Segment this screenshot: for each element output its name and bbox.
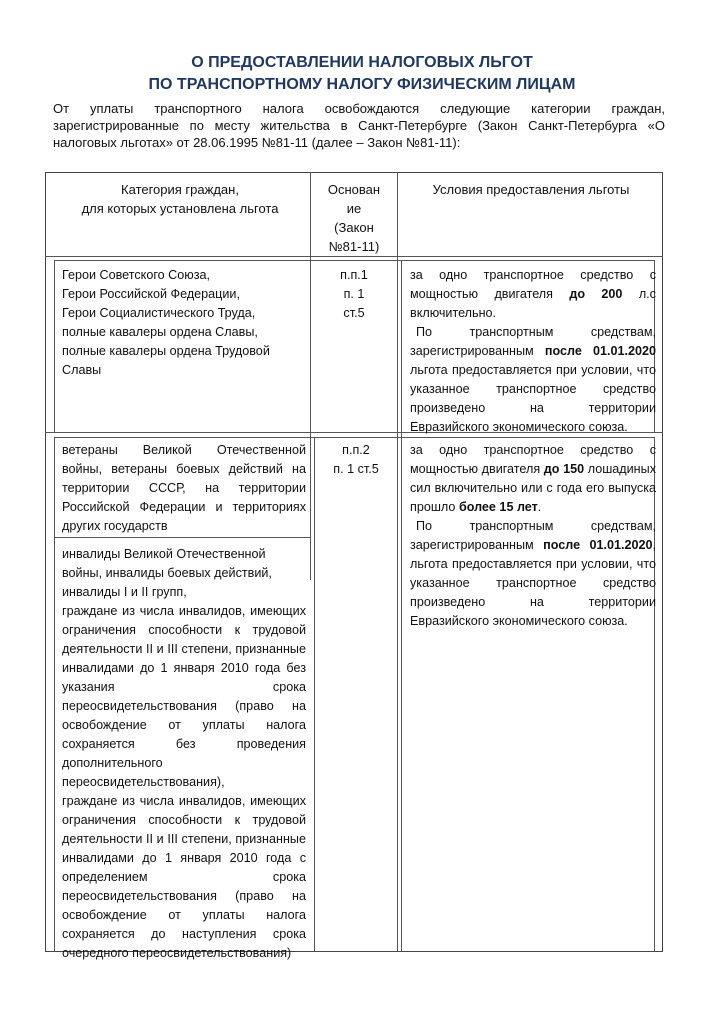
column-divider-1-upper (310, 172, 311, 580)
row1-basis: п.п.1 п. 1 ст.5 (340, 268, 368, 320)
row2-top-line (54, 437, 654, 438)
intro-line1: От уплаты транспортного налога освобождаются следующие категории граждан, (53, 101, 665, 116)
header-bottom-line (45, 256, 663, 257)
row2-basis: п.п.2 п. 1 ст.5 (333, 443, 379, 476)
row2-condition-p2: По транспортным средствам, зарегистрированным после 01.01.2020, льгота предоставляется при условии, что указанное транспортное средство произведено на территории Евразийского экономического союза. (410, 519, 656, 628)
page-title-line2: ПО ТРАНСПОРТНОМУ НАЛОГУ ФИЗИЧЕСКИМ ЛИЦАМ (148, 76, 576, 93)
column-divider-conditions-left (401, 260, 402, 952)
row1-condition-p1: за одно транспортное средство с мощностью двигателя до 200 л.с включительно. (410, 268, 656, 320)
intro-line3: налоговых льготах» от 28.06.1995 №81-11 (далее – Закон №81-11): (53, 135, 461, 150)
row2-conditions (410, 441, 656, 631)
row2-category-b4: граждане из числа инвалидов, имеющих ограничения способности к трудовой деятельности II и III степени, признанные инвалидами до 1 января 2010 года с определением срока переосвидетельствования (право на освобождение от уплаты налога сохраняется до наступления срока очередного переосвидетельствования) (62, 794, 306, 960)
row2-inner-left (54, 437, 55, 952)
page-title-line1: О ПРЕДОСТАВЛЕНИИ НАЛОГОВЫХ ЛЬГОТ (191, 54, 533, 71)
intro-paragraph (53, 100, 665, 151)
intro-line2: зарегистрированные по месту жительства в Санкт-Петербурге (Закон Санкт-Петербурга «О (53, 118, 665, 133)
row1-category: Герои Советского Союза, Герои Российской Федерации, Герои Социалистического Труда, полные кавалеры ордена Славы, полные кавалеры ордена Трудовой Славы (62, 268, 270, 377)
column-divider-2 (397, 172, 398, 952)
row2-category-veterans: ветераны Великой Отечественной войны, ветераны боевых действий на территории СССР, на территории Российской Федерации и территориях других государств (62, 443, 306, 533)
row1-conditions (410, 266, 656, 437)
header-conditions: Условия предоставления льготы (432, 182, 630, 197)
column-divider-basis-left (314, 437, 315, 952)
header-category: Категория граждан, для которых установлена льгота (81, 182, 279, 216)
row1-condition-p2: По транспортным средствам, зарегистрированным после 01.01.2020 льгота предоставляется при условии, что указанное транспортное средство произведено на территории Евразийского экономического союза. (410, 325, 656, 434)
row2-condition-p1: за одно транспортное средство с мощностью двигателя до 150 лошадиных сил включительно или с года его выпуска прошло более 15 лет. (410, 443, 656, 514)
row1-top-line (54, 260, 654, 261)
row2-category-disabled (62, 545, 306, 963)
row2-category-b3: переосвидетельствования), (62, 775, 225, 789)
row2-category-b1: инвалиды Великой Отечественной войны, инвалиды боевых действий, инвалиды I и II групп, (62, 547, 272, 599)
row1-inner-left (54, 260, 55, 432)
row2-split-line (54, 537, 310, 538)
row2-category-b2: граждане из числа инвалидов, имеющих ограничения способности к трудовой деятельности II и III степени, признанные инвалидами до 1 января 2010 года без указания срока переосвидетельствования (право на освобождение от уплаты налога сохраняется без проведения дополнительного (62, 604, 306, 770)
header-basis: Основан ие (Закон №81-11) (327, 182, 381, 254)
